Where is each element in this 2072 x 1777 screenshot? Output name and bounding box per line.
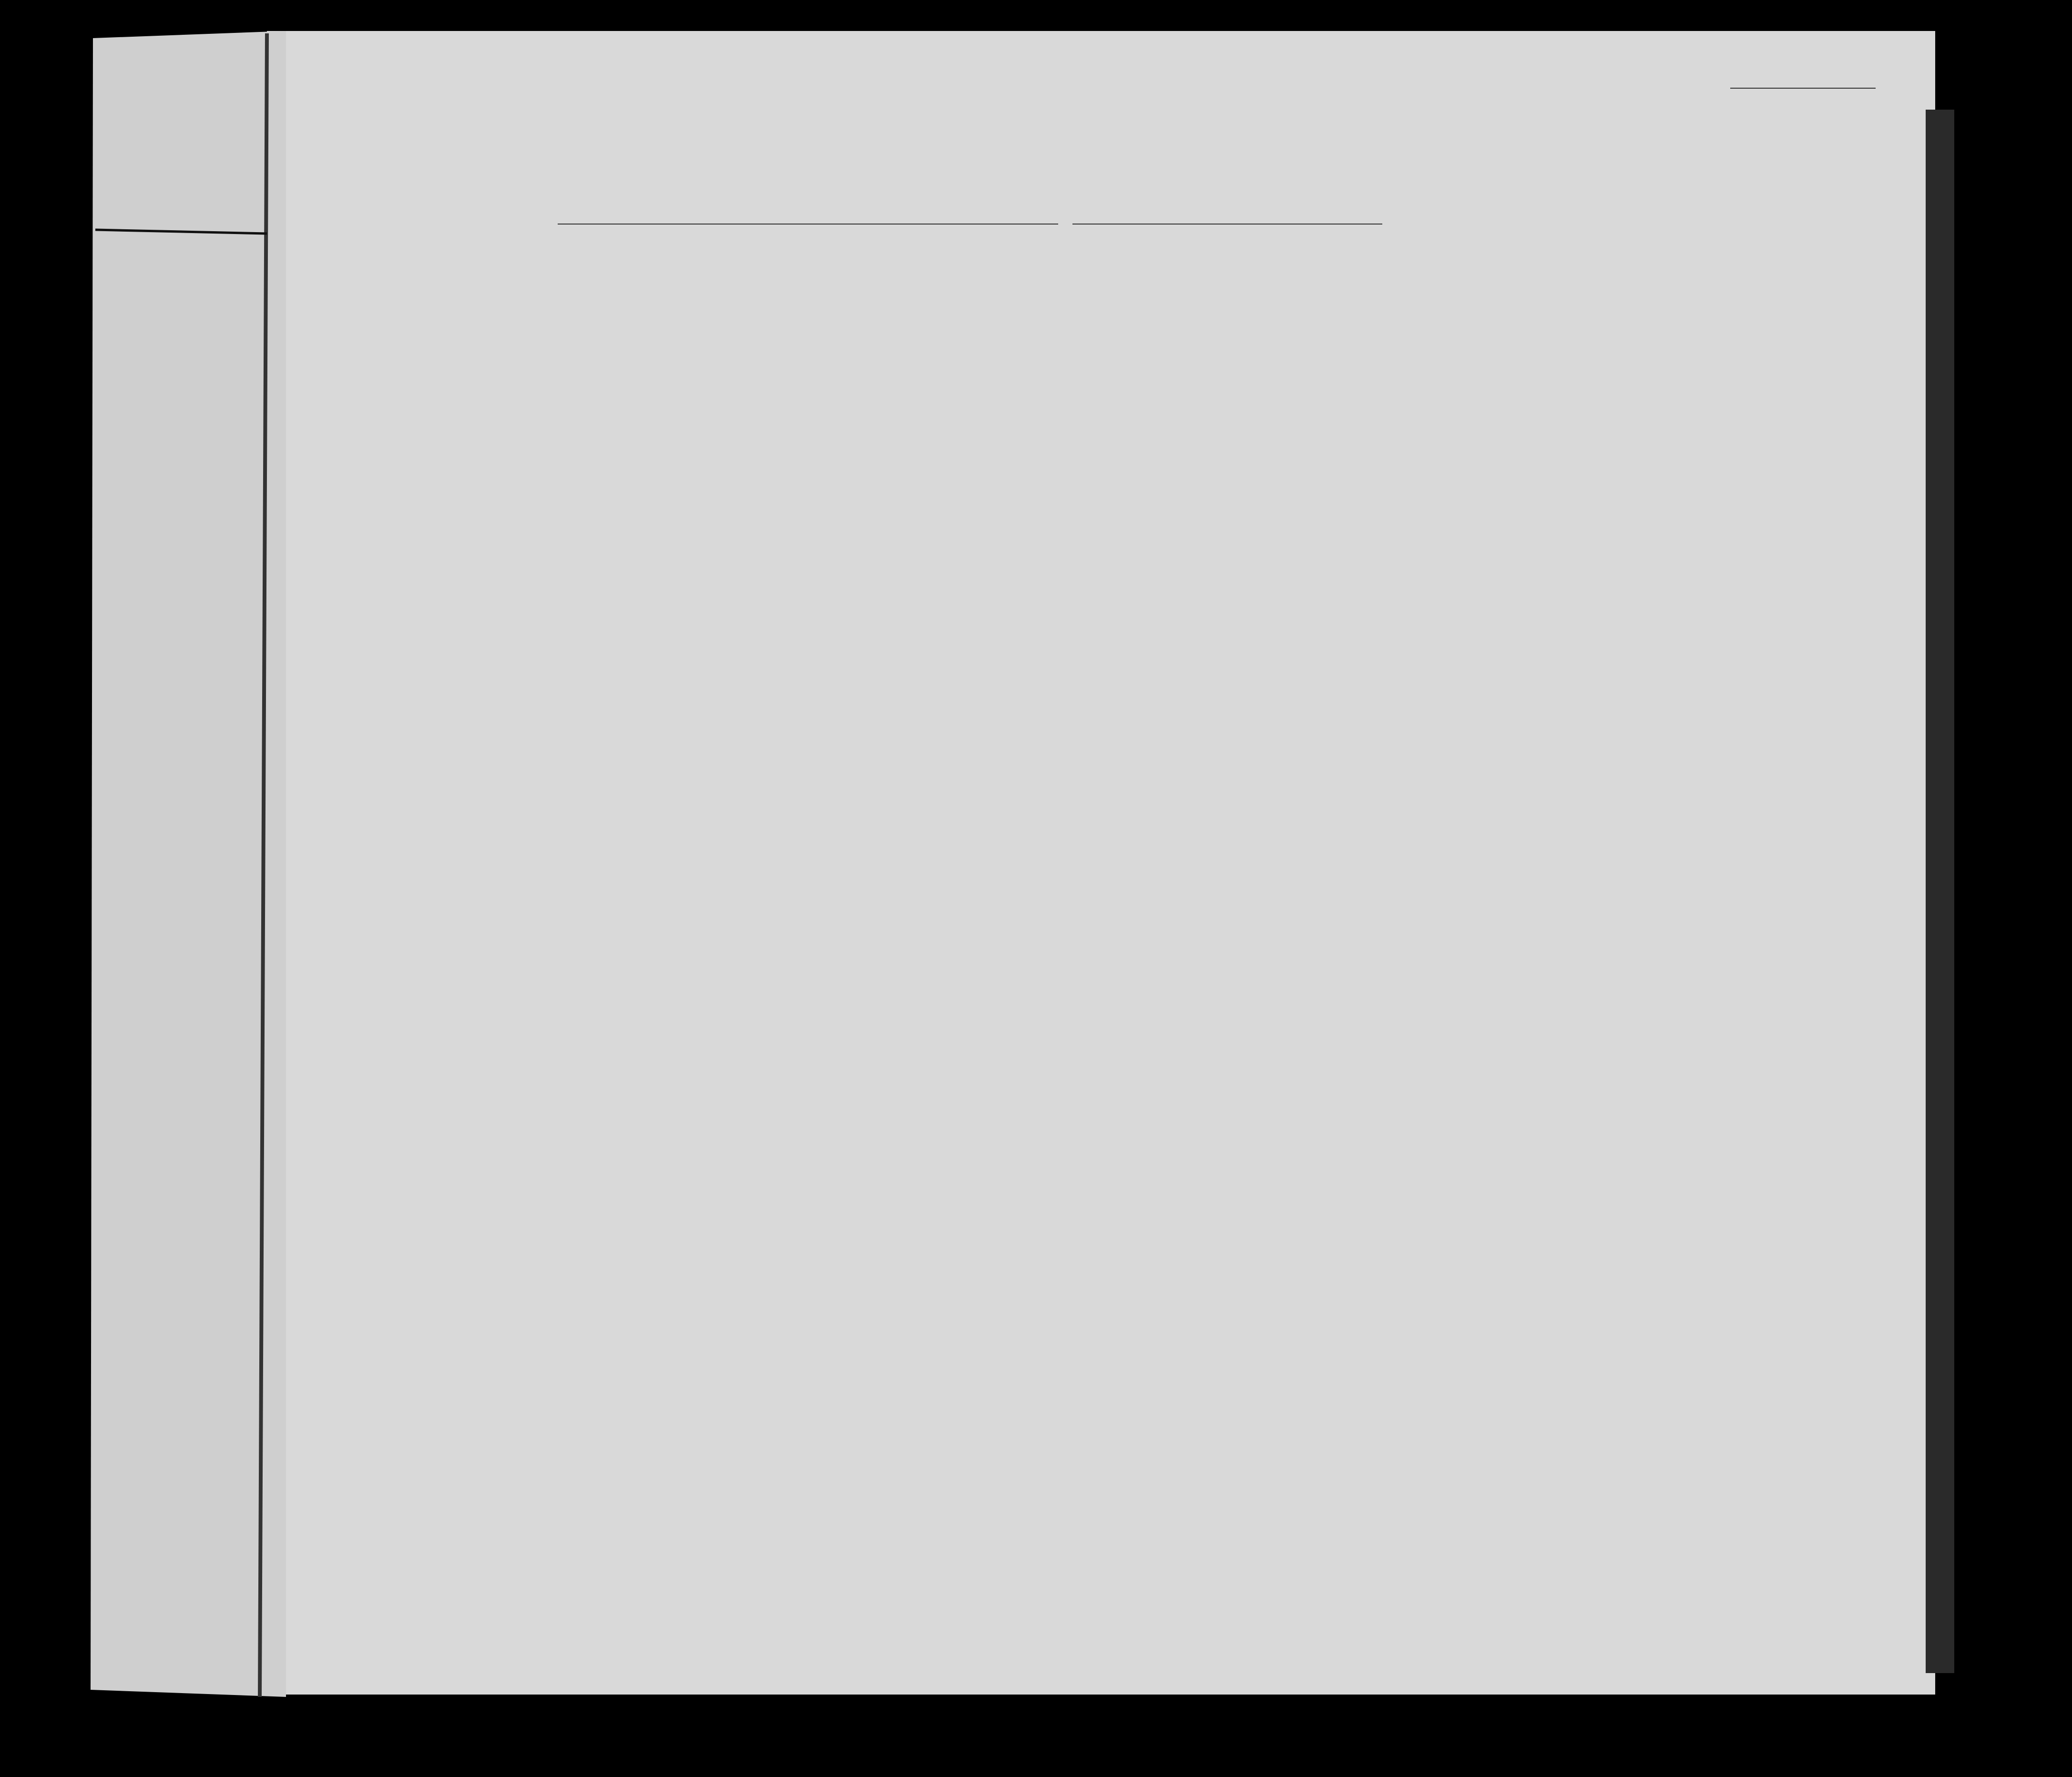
sheet-background <box>267 31 1935 1695</box>
right-edge-shadow <box>1926 110 1954 1673</box>
left-page-fragment <box>91 31 286 1697</box>
